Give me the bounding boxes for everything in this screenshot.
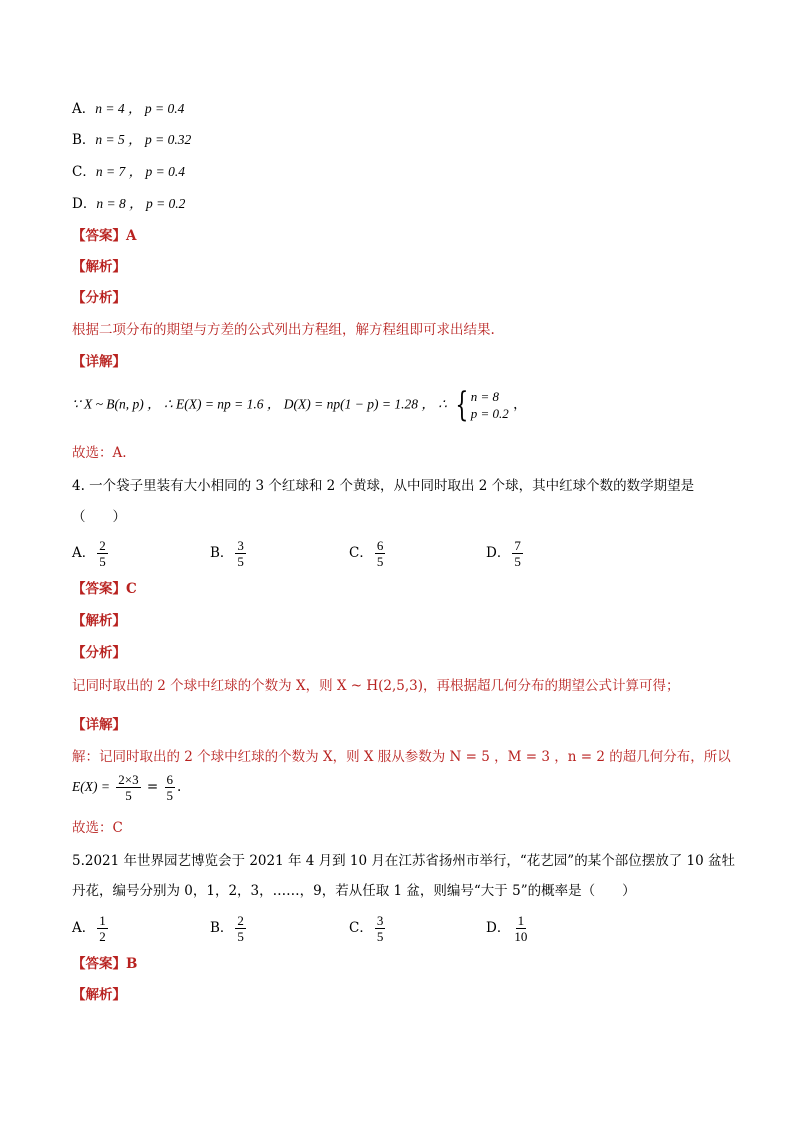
- q4-fenxi-heading: 【分析】: [72, 645, 126, 661]
- q4-jiexi-heading: 【解析】: [72, 613, 126, 629]
- q4-option-c: C． $\frac{6}{5}$: [349, 538, 384, 569]
- q3-sys-top: n = 8: [470, 389, 500, 404]
- q4-paren: （ ）: [72, 509, 126, 525]
- q3-detail: ∵ X ~ B(n, p) ， ∴ E(X) = np = 1.6 ， D(X) = np(1 − p) = 1.28 ， ∴ { n = 8 p = 0.2 ，: [72, 385, 527, 425]
- q3-option-c: C．n = 7 ， p = 0.4: [72, 164, 185, 180]
- q3-option-b: B．n = 5 ， p = 0.32: [72, 132, 192, 148]
- q5-option-c: C． $\frac{3}{5}$: [349, 913, 384, 944]
- q4-analysis: 记同时取出的 2 个球中红球的个数为 X，则 X ~ H(2,5,3)，再根据超几何分布的期望公式计算可得；: [72, 678, 680, 694]
- q5-option-b: B． $\frac{2}{5}$: [210, 913, 244, 944]
- q4-answer: 【答案】C: [72, 581, 137, 597]
- q3-detail-formula: ∵ X ~ B(n, p) ， ∴ E(X) = np = 1.6 ， D(X) = np(1 − p) = 1.28 ， ∴: [72, 396, 447, 412]
- q3-equation-system: { n = 8 p = 0.2: [455, 385, 509, 425]
- q3-option-a: A．n = 4 ， p = 0.4: [72, 101, 185, 117]
- q4-detail-2: E(X) = $\frac{2\times 3}{5}$ = $\frac{6}{5}$ .: [72, 772, 182, 803]
- q5-option-d: D． $\frac{1}{10}$: [486, 913, 528, 944]
- q5-jiexi-heading: 【解析】: [72, 987, 126, 1003]
- q4-option-b: B． $\frac{3}{5}$: [210, 538, 244, 569]
- q4-option-d: D． $\frac{7}{5}$: [486, 538, 521, 569]
- q5-option-a: A． $\frac{1}{2}$: [72, 913, 106, 944]
- q3-conclusion: 故选：A.: [72, 445, 127, 461]
- q4-conclusion: 故选：C: [72, 820, 123, 836]
- q3-xiangjie-heading: 【详解】: [72, 354, 126, 370]
- q3-sys-bottom: p = 0.2: [470, 406, 509, 421]
- q3-answer: 【答案】A: [72, 228, 137, 244]
- q5-stem-2: 丹花，编号分别为 0，1，2，3，……，9，若从任取 1 盆，则编号“大于 5”的概率是（ ）: [72, 883, 636, 899]
- q5-answer: 【答案】B: [72, 956, 138, 972]
- q3-fenxi-heading: 【分析】: [72, 290, 126, 306]
- q4-detail-1: 解：记同时取出的 2 个球中红球的个数为 X，则 X 服从参数为 N = 5 ，M = 3 ，n = 2 的超几何分布，所以: [72, 749, 731, 765]
- q3-analysis: 根据二项分布的期望与方差的公式列出方程组，解方程组即可求出结果.: [72, 322, 495, 338]
- q5-stem-1: 5.2021 年世界园艺博览会于 2021 年 4 月到 10 月在江苏省扬州市举行，“花艺园”的某个部位摆放了 10 盆牡: [72, 853, 735, 869]
- q4-xiangjie-heading: 【详解】: [72, 717, 126, 733]
- q3-jiexi-heading: 【解析】: [72, 259, 126, 275]
- q3-option-d: D．n = 8 ， p = 0.2: [72, 196, 186, 212]
- q4-stem: 4. 一个袋子里装有大小相同的 3 个红球和 2 个黄球，从中同时取出 2 个球，其中红球个数的数学期望是: [72, 478, 695, 494]
- q4-option-a: A． $\frac{2}{5}$: [72, 538, 106, 569]
